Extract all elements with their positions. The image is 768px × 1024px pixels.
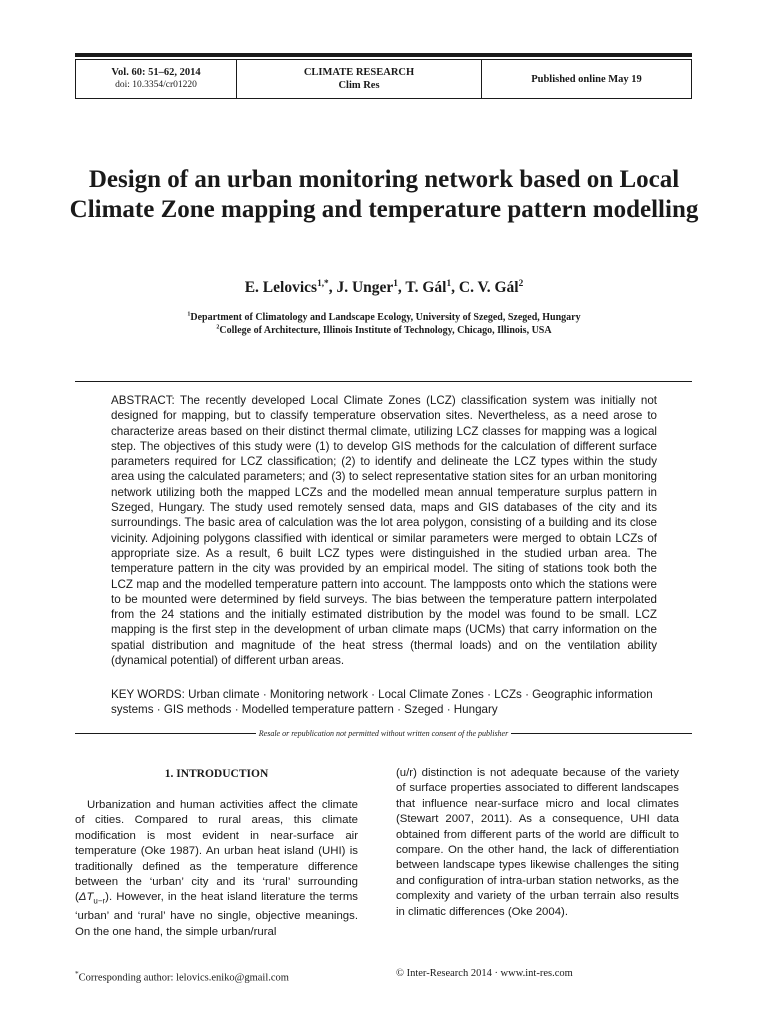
author-name: J. Unger: [336, 279, 394, 296]
journal-abbrev: Clim Res: [338, 80, 380, 91]
affiliations: [60, 311, 708, 337]
journal-name: CLIMATE RESEARCH: [303, 67, 415, 78]
affiliation: [60, 311, 708, 324]
body-paragraph: [75, 798, 358, 940]
keywords: KEY WORDS: Urban climate · Monitoring network · Local Climate Zones · LCZs · Geographic information systems · GIS methods · Modelled temperature pattern · Szeged · Hungary: [111, 688, 653, 717]
body-text: ). However, in the heat island literature the terms ‘urban’ and ‘rural’ have no single, objective meanings. On the one hand, the simple urban/rural: [75, 891, 358, 938]
corresponding-author-note: [75, 967, 289, 986]
masthead-volume-cell: [76, 60, 237, 98]
masthead-published-cell: [482, 60, 691, 98]
author-name: T. Gál: [405, 279, 447, 296]
section-heading: 1. INTRODUCTION: [164, 768, 269, 780]
author-name: E. Lelovics: [244, 279, 318, 296]
affiliation: [60, 324, 708, 337]
divider: [511, 733, 692, 734]
body-column-left: [75, 766, 358, 940]
author-affiliation-marker: 2: [518, 278, 524, 289]
author-affiliation-marker: 1: [393, 278, 398, 289]
doi: doi: 10.3354/cr01220: [115, 80, 197, 90]
affiliation-marker: 1: [187, 311, 191, 318]
masthead-top-rule: [75, 53, 692, 57]
corresponding-author-text: Corresponding author: lelovics.eniko@gmail.com: [78, 972, 289, 984]
delta-subscript: u−r: [93, 896, 106, 906]
copyright-note: © Inter-Research 2014 · www.int-res.com: [396, 968, 573, 979]
affiliation-marker: 2: [216, 324, 220, 331]
masthead: [75, 59, 692, 99]
delta-t: ΔT: [78, 891, 94, 904]
uhi-delta-symbol: [78, 891, 106, 906]
affiliation-text: College of Architecture, Illinois Institute of Technology, Chicago, Illinois, USA: [219, 325, 552, 336]
resale-notice-text: Resale or republication not permitted without written consent of the publisher: [258, 728, 509, 738]
author-affiliation-marker: 1: [446, 278, 452, 289]
body-text: Urbanization and human activities affect the climate of cities. Compared to rural areas, this climate modification is most evident in near-surface air temperature (Oke 1987). An urban heat island (UHI) is traditionally defined as the temperature difference between the ‘urban’ city and its ‘rural’ surrounding (: [75, 799, 358, 904]
masthead-journal-cell: [237, 60, 482, 98]
resale-notice: [75, 727, 692, 739]
body-paragraph: (u/r) distinction is not adequate because of the variety of surface properties associated to different landscapes that influence near-surface micro and local climates (Stewart 2007, 2011). As a consequence, UHI data obtained from different parts of the world are difficult to compare. On the other hand, the lack of differentiation between landscape types likewise challenges the siting and configuration of intra-urban station networks, as the complexity and variety of the urban terrain also results in climatic differences (Oke 2004).: [396, 767, 679, 918]
article-title: Design of an urban monitoring network based on Local Climate Zone mapping and temperature pattern modelling: [69, 166, 699, 223]
corresponding-marker: *: [75, 969, 79, 978]
abstract-divider: [75, 381, 692, 382]
abstract: ABSTRACT: The recently developed Local Climate Zones (LCZ) classification system was initially not designed for mapping, but to classify temperature observation sites. Nevertheless, as a need arose to characterize areas based on their distinct thermal climate, utilizing LCZ classes for mapping was a logical step. The objectives of this study were (1) to develop GIS methods for the calculation of different surface parameters required for LCZ classification; (2) to identify and delineate the LCZ types within the study area using the calculated parameters; and (3) to select representative station sites for an urban monitoring network utilizing both the mapped LCZs and the modelled mean annual temperature surplus pattern in Szeged, Hungary. The study used remotely sensed data, maps and GIS databases of the city and its surroundings. The basic area of calculation was the lot area polygon, consisting of a building and its close vicinity. Adjoining polygons classified with identical or similar parameters were merged to obtain LCZs of appropriate size. As a result, 6 built LCZ types were distinguished in the studied urban area. The temperature pattern in the city was provided by an empirical model. The siting of stations took both the LCZ map and the modelled temperature pattern into account. The lampposts onto which the stations were to be mounted were determined by field surveys. The bias between the temperature pattern interpolated from the 24 stations and the initially estimated distribution by the model was found to be small. LCZ mapping is the first step in the development of urban climate maps (UCMs) that carry information on the spatial distribution and magnitude of the heat stress (thermal loads) and on the ventilation ability (dynamical potential) of different urban areas.: [111, 394, 657, 668]
publication-date: Published online May 19: [531, 73, 642, 85]
author-affiliation-marker: 1,*: [317, 278, 329, 289]
volume-info: Vol. 60: 51–62, 2014: [111, 67, 201, 78]
divider: [75, 733, 256, 734]
affiliation-text: Department of Climatology and Landscape Ecology, University of Szeged, Szeged, Hungary: [190, 312, 581, 323]
author-name: C. V. Gál: [458, 279, 519, 296]
author-list: E. Lelovics$^{1,*}$, J. Unger$^1$, T. Gál$^1$, C. V. Gál$^2$: [244, 278, 524, 296]
body-column-right: [396, 766, 679, 920]
